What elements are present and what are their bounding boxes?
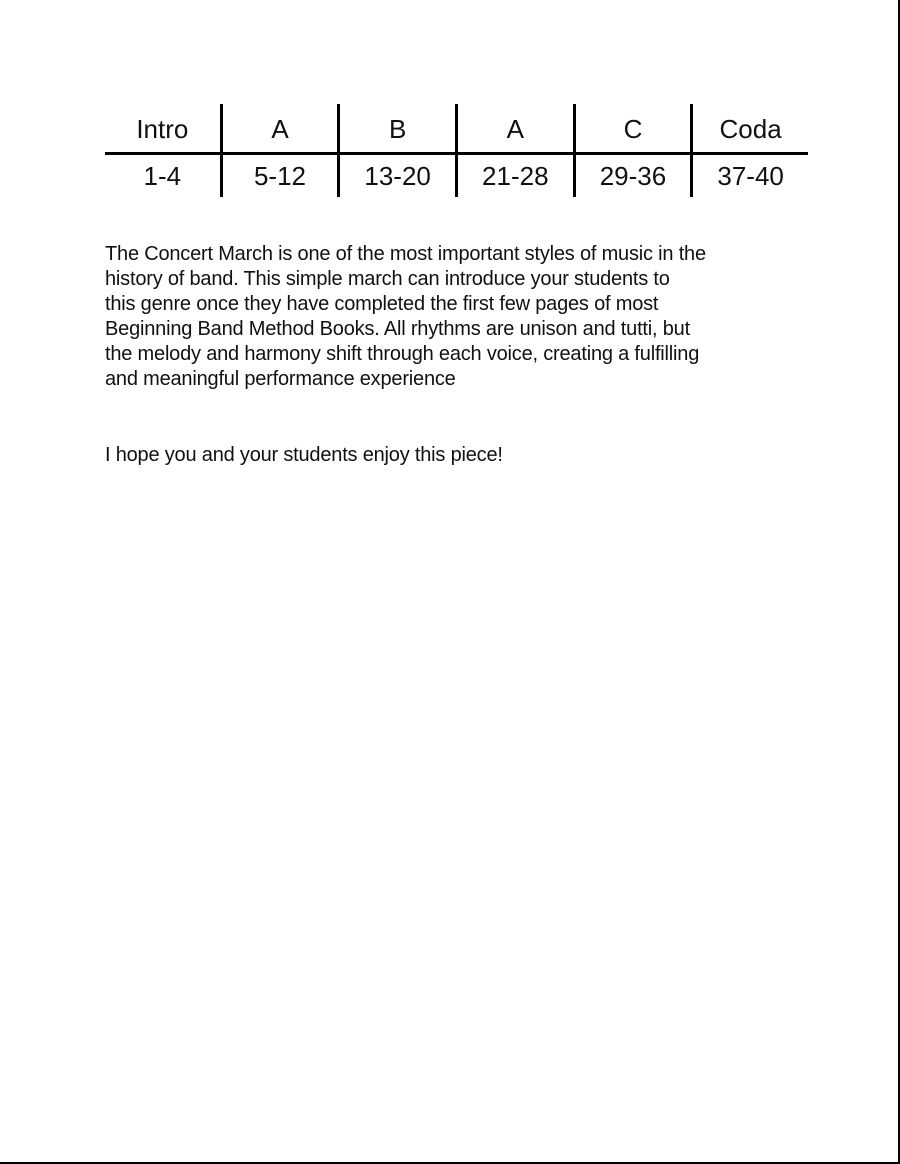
measure-cell-a: 5-12	[221, 154, 339, 198]
form-structure-table	[105, 104, 808, 197]
notes-line: this genre once they have completed the first few pages of most	[105, 293, 659, 315]
section-cell-intro: Intro	[105, 104, 221, 154]
section-cell-c: C	[574, 104, 692, 154]
measure-cell-coda: 37-40	[692, 154, 808, 198]
section-cell-a: A	[221, 104, 339, 154]
measure-cell-intro: 1-4	[143, 161, 182, 191]
measure-cell-a-return: 21-28	[456, 154, 574, 198]
notes-line: The Concert March is one of the most important styles of music in the	[105, 243, 706, 265]
measure-cell-c: 29-36	[574, 154, 692, 198]
measure-row	[105, 154, 808, 198]
notes-line: history of band. This simple march can introduce your students to	[105, 268, 670, 290]
closing-message: I hope you and your students enjoy this piece!	[105, 444, 503, 466]
section-cell-b: B	[339, 104, 457, 154]
notes-line: and meaningful performance experience	[105, 368, 456, 390]
measure-cell-b: 13-20	[339, 154, 457, 198]
notes-line: Beginning Band Method Books. All rhythms are unison and tutti, but	[105, 318, 690, 340]
section-row	[105, 104, 808, 154]
section-cell-a-return: A	[456, 104, 574, 154]
program-notes-paragraph	[105, 242, 805, 392]
notes-line: the melody and harmony shift through each voice, creating a fulfilling	[105, 343, 700, 365]
section-cell-coda: Coda	[692, 104, 808, 154]
